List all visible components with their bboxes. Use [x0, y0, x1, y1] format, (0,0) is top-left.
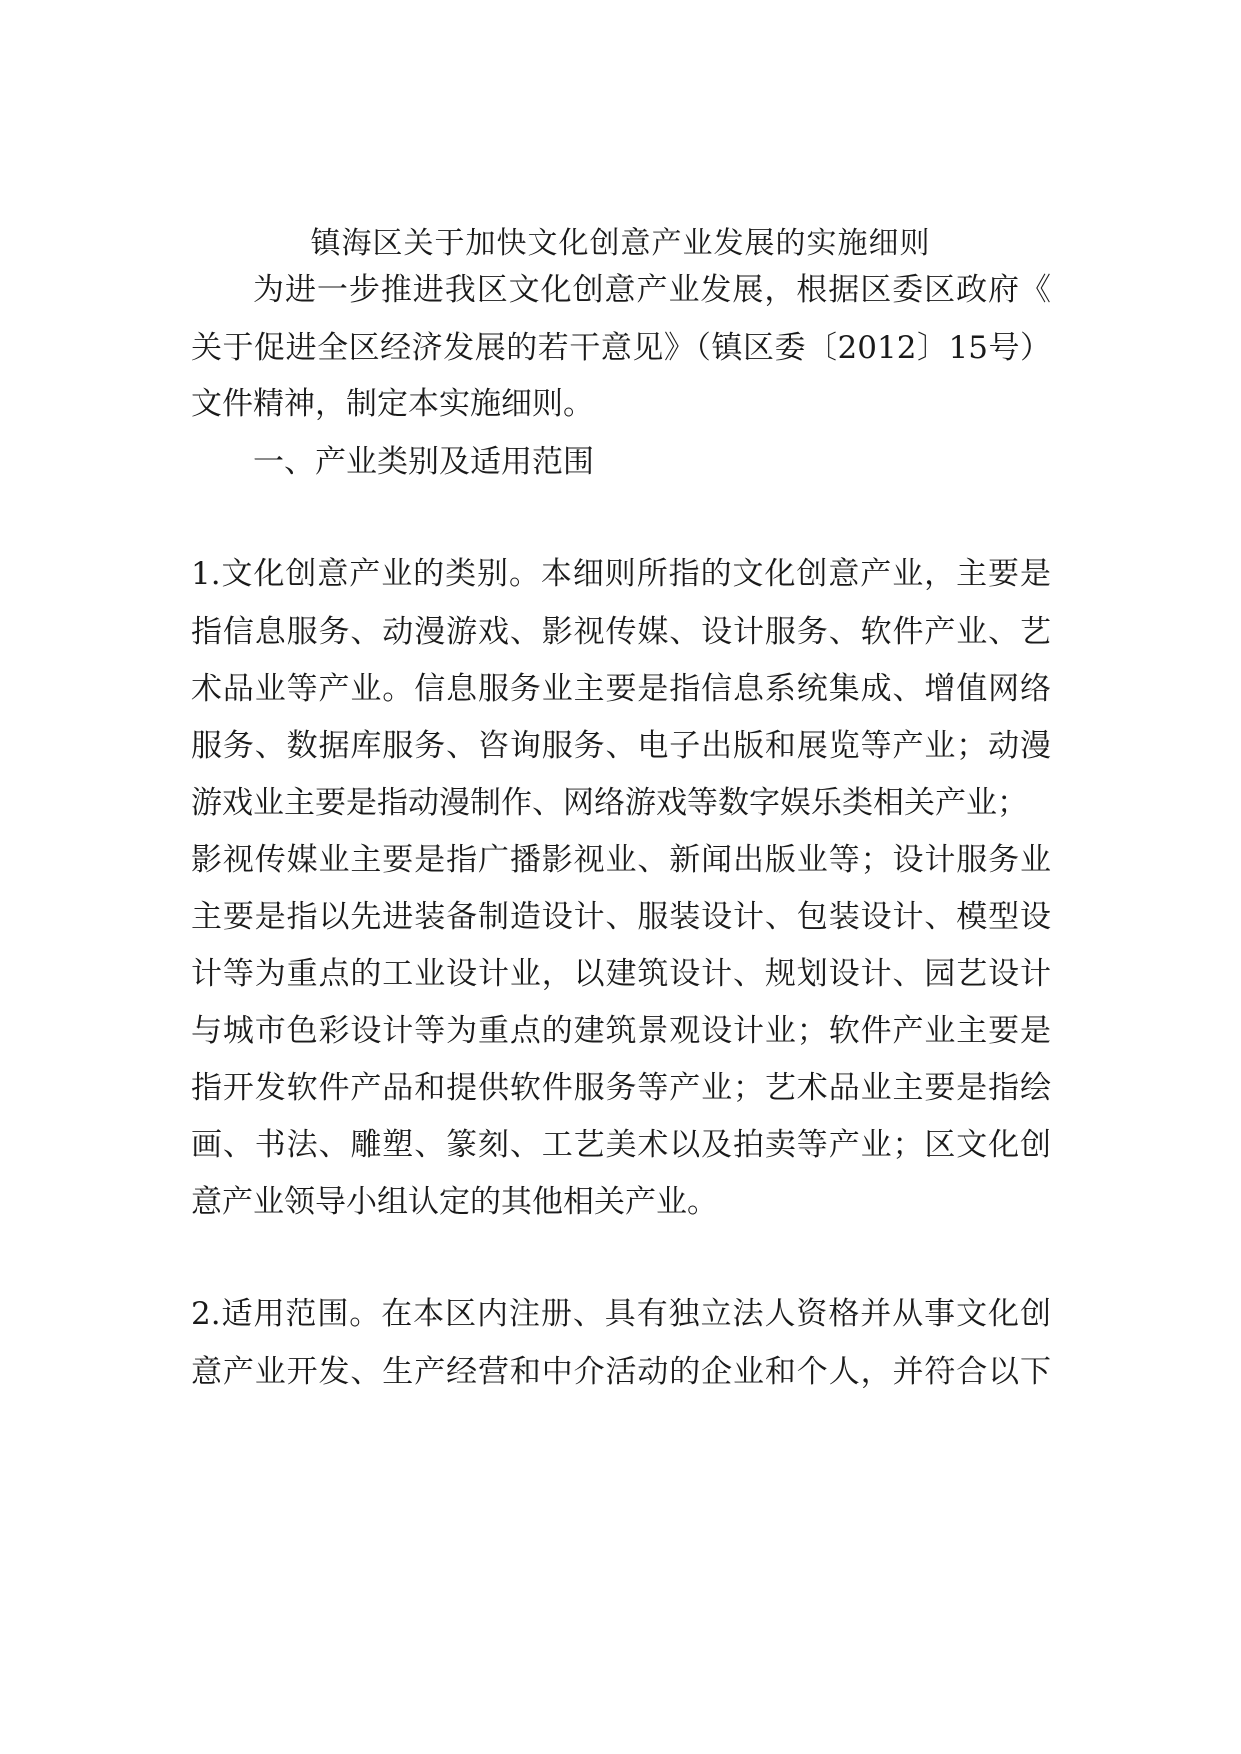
item-2-line: 2.适用范围。在本区内注册、具有独立法人资格并从事文化创	[191, 1296, 1051, 1332]
item-1-line: 术品业等产业。信息服务业主要是指信息系统集成、增值网络	[191, 671, 1051, 707]
document-title: 镇海区关于加快文化创意产业发展的实施细则	[310, 226, 931, 261]
item-1-line: 服务、数据库服务、咨询服务、电子出版和展览等产业；动漫	[191, 728, 1051, 764]
item-1-line: 游戏业主要是指动漫制作、网络游戏等数字娱乐类相关产业；	[191, 785, 1028, 821]
intro-line-3: 文件精神，制定本实施细则。	[191, 386, 594, 422]
section-1-heading: 一、产业类别及适用范围	[253, 444, 594, 480]
item-1-line: 计等为重点的工业设计业，以建筑设计、规划设计、园艺设计	[191, 956, 1051, 992]
item-2-line: 意产业开发、生产经营和中介活动的企业和个人，并符合以下	[191, 1354, 1051, 1390]
intro-line-1: 为进一步推进我区文化创意产业发展，根据区委区政府《	[253, 272, 1051, 308]
item-1-line: 与城市色彩设计等为重点的建筑景观设计业；软件产业主要是	[191, 1013, 1051, 1049]
item-1-line: 意产业领导小组认定的其他相关产业。	[191, 1184, 718, 1220]
item-1-line: 主要是指以先进装备制造设计、服装设计、包装设计、模型设	[191, 899, 1051, 935]
item-1-line: 影视传媒业主要是指广播影视业、新闻出版业等；设计服务业	[191, 842, 1051, 878]
item-1-line: 1.文化创意产业的类别。本细则所指的文化创意产业，主要是	[191, 556, 1051, 592]
item-1-line: 指开发软件产品和提供软件服务等产业；艺术品业主要是指绘	[191, 1070, 1051, 1106]
item-1-line: 指信息服务、动漫游戏、影视传媒、设计服务、软件产业、艺	[191, 614, 1051, 650]
item-1-line: 画、书法、雕塑、篆刻、工艺美术以及拍卖等产业；区文化创	[191, 1127, 1051, 1163]
intro-line-2: 关于促进全区经济发展的若干意见》（镇区委〔2012〕15号）	[191, 330, 1051, 366]
